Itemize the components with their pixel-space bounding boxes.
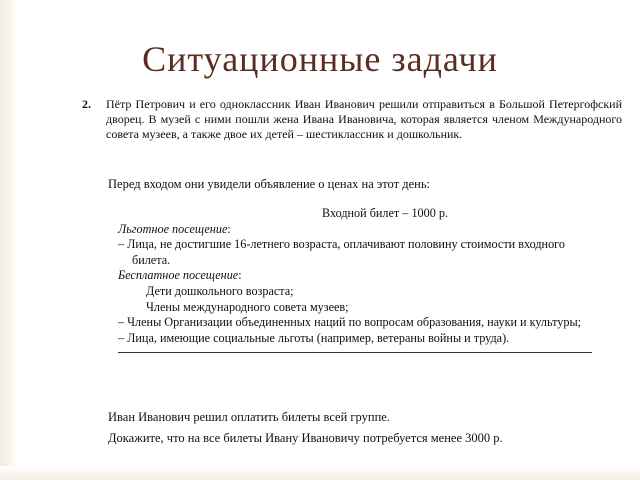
free-header-line (118, 268, 592, 284)
problem-row (82, 97, 622, 142)
free-sub-item: Члены международного совета музеев; (146, 299, 349, 314)
free-item: – Члены Организации объединенных наций по вопросам образования, науки и культуры; (118, 315, 582, 330)
free-header: Бесплатное посещение (118, 268, 239, 283)
problem-intro: Пётр Петрович и его одноклассник Иван Иванович решили отправиться в Большой Петергофский дворец. В музей с ними пошли жена Ивана Ивановича, которая является членом Международного совета музеев, а также двое их детей – шестиклассник и дошкольник. (106, 97, 622, 141)
price-notice (118, 206, 592, 353)
free-item: – Лица, имеющие социальные льготы (например, ветераны войны и труда). (118, 330, 510, 345)
reduced-header-line (118, 222, 592, 238)
reduced-item: – Лица, не достигшие 16-летнего возраста, оплачивают половину стоимости входного билета. (118, 237, 565, 267)
conclusion-line-1: Иван Иванович решил оплатить билеты всей группе. (108, 410, 390, 424)
seen-notice-line: Перед входом они увидели объявление о ценах на этот день: (108, 177, 431, 191)
slide-bottom-edge (0, 466, 640, 480)
slide-title: Ситуационные задачи (142, 39, 498, 79)
problem-number: 2. (82, 97, 91, 111)
reduced-header-colon: : (227, 221, 231, 236)
free-header-colon: : (238, 268, 242, 283)
ticket-price: Входной билет – 1000 р. (321, 206, 449, 220)
free-sub-item: Дети дошкольного возраста; (146, 283, 294, 298)
conclusion-block (108, 407, 618, 449)
conclusion-line-2: Докажите, что на все билеты Ивану Ивановичу потребуется менее 3000 р. (108, 431, 503, 445)
problem-block (82, 97, 622, 142)
reduced-header: Льготное посещение (118, 221, 228, 236)
